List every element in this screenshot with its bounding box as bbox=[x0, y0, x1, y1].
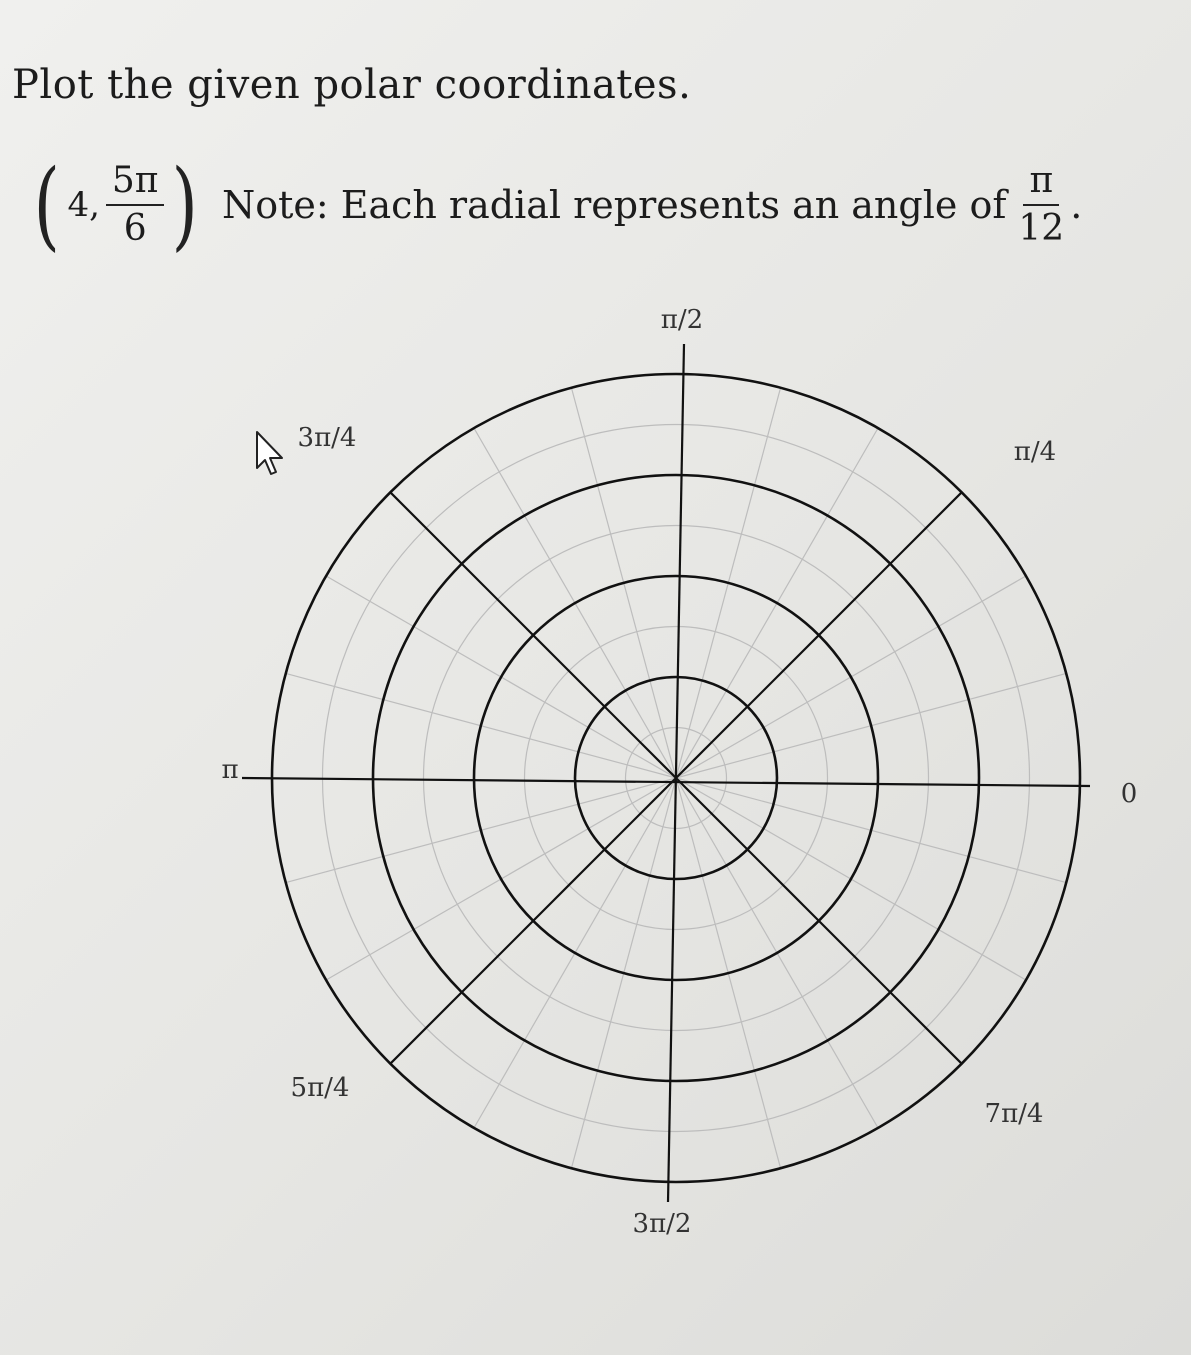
label-7pi-over-4: 7π/4 bbox=[984, 1099, 1044, 1129]
note-suffix: . bbox=[1070, 183, 1083, 227]
label-pi: π bbox=[221, 755, 239, 785]
major-axes bbox=[242, 344, 1090, 1202]
horizontal-axis bbox=[242, 778, 1090, 786]
left-paren: ( bbox=[33, 149, 60, 261]
note-angle-denominator: 12 bbox=[1018, 208, 1065, 249]
note-text: Note: Each radial represents an angle of bbox=[221, 183, 1007, 227]
mouse-pointer-icon bbox=[255, 430, 285, 478]
label-5pi-over-4: 5π/4 bbox=[290, 1073, 350, 1103]
right-paren: ) bbox=[172, 149, 199, 261]
label-3pi-over-2: 3π/2 bbox=[632, 1209, 692, 1239]
point-angle-denominator: 6 bbox=[123, 208, 147, 249]
label-3pi-over-4: 3π/4 bbox=[297, 423, 357, 453]
label-zero: 0 bbox=[1120, 779, 1138, 809]
instruction-text: Plot the given polar coordinates. bbox=[12, 62, 692, 108]
point-radius: 4, bbox=[67, 185, 100, 225]
label-pi-over-2: π/2 bbox=[660, 305, 704, 335]
point-angle-numerator: 5π bbox=[106, 162, 165, 206]
label-pi-over-4: π/4 bbox=[1013, 437, 1057, 467]
note-angle-numerator: π bbox=[1023, 162, 1059, 206]
